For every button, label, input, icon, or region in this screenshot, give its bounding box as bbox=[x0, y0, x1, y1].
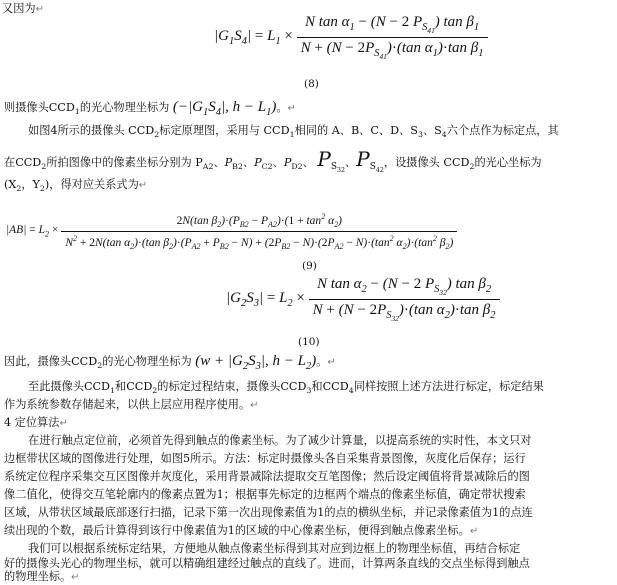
text-segment: 续出现的个数，最后计算得到该行中像素值为1的区域的中心像素坐标，便得到触点像素坐标。 bbox=[4, 524, 470, 537]
equation-number: (10) bbox=[298, 336, 320, 348]
text-segment: 作为系统参数存储起来，以供上层应用程序使用。 bbox=[4, 398, 251, 411]
equation-9: $|AB| = L_2$ × 2N(tan $\beta_2)\cdot(P_{B2} - P_{A2})\cdot(1 + \tan^2 \alpha_2)$ $N^2 + 2N(\tan$ $\alpha_2)\cdot(\tan$ $\beta_2)\cdot(P_{A2} + P_{B2} - N) + (2P_{B2} - N)\cdot(2P_{A2} - N)\cdot(\tan^2$ $\alpha_2)\cdot(\tan^2$ $\beta_2$) bbox=[6, 212, 457, 251]
text-segment: 4 bbox=[348, 386, 354, 396]
paragraph-mark-icon: ↵ bbox=[250, 400, 259, 411]
text-segment: 的标定过程结束，摄像头CCD bbox=[157, 380, 307, 393]
text-segment: 又因为 bbox=[2, 2, 36, 15]
paragraph-mark-icon: ↵ bbox=[59, 418, 68, 429]
text-segment: 2 bbox=[41, 162, 47, 172]
text-segment: 所拍图像中的像素坐标分别为 P bbox=[46, 156, 203, 169]
text-line: 区域，从带状区域最底部逐行扫描，记录下第一次出现像素值为1的点的横纵坐标，并记录像素值为1的点连 bbox=[4, 506, 533, 519]
text-line: 在进行触点定位前，必须首先得到触点的像素坐标。为了减少计算量，以提高系统的实时性，本文只对 bbox=[28, 434, 532, 447]
text-line bbox=[28, 380, 544, 398]
text-segment: 因此，摄像头CCD bbox=[4, 355, 98, 368]
text-segment: 、S bbox=[422, 124, 442, 137]
text-segment: 4 bbox=[441, 130, 447, 140]
equation-number: (8) bbox=[304, 78, 319, 90]
text-line: 系统定位程序采集交互区图像并灰度化，采用背景减除法提取交互笔图像；然后设定阈值将背景减除后的图 bbox=[4, 470, 530, 483]
text-segment: 则摄像头CCD bbox=[4, 101, 75, 114]
paragraph-mark-icon: ↵ bbox=[327, 357, 336, 368]
text-segment: 2 bbox=[154, 130, 160, 140]
text-line bbox=[4, 178, 147, 196]
text-segment: 1 bbox=[110, 386, 116, 396]
text-segment: A2 bbox=[202, 162, 214, 172]
equation-8: $|G_1S_4| = L_1$ × $\frac{N \tan \alpha_1 - (N - 2 P_{S_{41}}) \tan \beta_1}{N + (N - 2P_{S_{41}})\cdot(\tan \alpha_1)\cdot\tan \beta_1}$ bbox=[214, 14, 488, 61]
text-line: 好的摄像头光心的物理坐标，就可以精确组建经过触点的直线了。进而，计算两条直线的交点坐标得到触点 bbox=[4, 557, 530, 570]
paragraph-mark-icon: ↵ bbox=[287, 103, 296, 114]
text-segment: 的物理坐标。 bbox=[4, 570, 72, 583]
text-line bbox=[4, 100, 296, 120]
text-line: 在$CCD_2$所拍图像中的像素坐标分别为 $P_{A2}$、$P_{B2}$、$P_{C2}$、$P_{D2}$、 $P_{S_{32}}$、$P_{S_{42}}$，设摄像头 $CCD_2$的光心坐标为 bbox=[4, 147, 542, 175]
inline-formula: ($w + |G_2S_3|$, $h - L_2$) bbox=[195, 353, 317, 372]
paragraph-mark-icon: ↵ bbox=[71, 572, 80, 583]
text-segment: 的光心坐标为 bbox=[474, 156, 542, 169]
text-line bbox=[4, 398, 259, 413]
text-segment: 3 bbox=[306, 386, 312, 396]
text-segment: )，得对应关系式为 bbox=[44, 178, 139, 191]
text-segment: (X bbox=[4, 178, 17, 191]
text-segment: 在CCD bbox=[4, 156, 42, 169]
text-segment: 2 bbox=[97, 361, 103, 371]
text-line bbox=[2, 2, 44, 17]
paragraph-mark-icon: ↵ bbox=[469, 526, 479, 537]
text-segment: 1 bbox=[289, 130, 295, 140]
text-segment: 至此摄像头CCD bbox=[28, 380, 111, 393]
text-line bbox=[4, 354, 336, 374]
text-segment: 六个点作为标定点，其 bbox=[446, 124, 559, 137]
paragraph-mark-icon: ↵ bbox=[35, 4, 44, 15]
text-segment: 3 bbox=[417, 130, 423, 140]
text-segment: 标定原理图，采用与 CCD bbox=[159, 124, 290, 137]
text-segment: 2 bbox=[152, 386, 158, 396]
equation-10: $|G_2S_3| = L_2$ × $\frac{N \tan \alpha_2 - (N - 2 P_{S_{32}}) \tan \beta_2}{N + (N - 2P_{S_{32}})\cdot(\tan \alpha_2)\cdot\tan \beta_2}$ bbox=[226, 276, 500, 323]
text-segment: 2 bbox=[39, 184, 45, 194]
inline-formula: ($-|G_1S_4|$, $h - L_1$) bbox=[172, 99, 277, 118]
text-segment: 同样按照上述方法进行标定，标定结果 bbox=[353, 380, 544, 393]
text-segment: 4 定位算法 bbox=[4, 416, 60, 429]
text-line: 我们可以根据系统标定结果，方便地从触点像素坐标得到其对应到边框上的物理坐标值，再结合标定 bbox=[28, 542, 521, 555]
equation-number: (9) bbox=[302, 260, 317, 272]
text-segment: 2 bbox=[16, 184, 22, 194]
text-segment: 。 bbox=[276, 101, 288, 114]
text-line: 像二值化，使得交互笔轮廓内的像素点置为1；根据事先标定的边框两个端点的像素坐标值，确定带状搜索 bbox=[4, 488, 526, 501]
text-segment: 2 bbox=[469, 162, 475, 172]
text-segment: 的光心物理坐标为 bbox=[79, 101, 170, 114]
text-segment: 如图4所示的摄像头 CCD bbox=[28, 124, 155, 137]
text-segment: 1 bbox=[74, 107, 80, 117]
text-line bbox=[28, 124, 559, 142]
text-segment: 相同的 A、B、C、D、S bbox=[294, 124, 418, 137]
text-line bbox=[4, 524, 478, 539]
paragraph-mark-icon: ↵ bbox=[138, 180, 148, 191]
text-segment: 和CCD bbox=[311, 380, 349, 393]
section-heading bbox=[4, 416, 68, 431]
text-segment: ，Y bbox=[21, 178, 40, 191]
text-line: 边框带状区域的图像进行处理，如图5所示。方法：标定时摄像头各自采集背景图像，灰度化后保存；运行 bbox=[4, 452, 526, 465]
text-segment: ，设摄像头 CCD bbox=[383, 156, 470, 169]
text-segment: 的光心物理坐标为 bbox=[102, 355, 192, 368]
text-segment: 。 bbox=[316, 355, 328, 368]
text-segment: 和CCD bbox=[115, 380, 153, 393]
